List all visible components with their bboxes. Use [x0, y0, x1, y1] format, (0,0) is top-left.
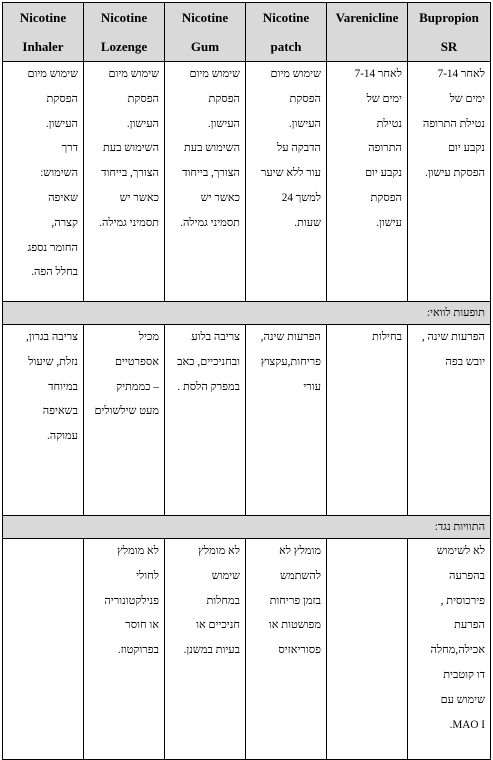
header-row — [3, 3, 491, 62]
cell-line: או חוסר — [125, 619, 159, 632]
cell-line: הפסקת — [208, 92, 240, 105]
cell-line: לחולי — [136, 569, 159, 582]
cell-line: צריבה בלוע — [191, 331, 240, 343]
side-effects-title: תופעות לוואי: — [3, 302, 491, 325]
column-header-line1: Varenicline — [335, 10, 399, 25]
cell-line: שימוש מיום — [108, 68, 159, 80]
cell-line: העישון. — [45, 117, 78, 130]
cell-line: עורי — [303, 380, 321, 393]
cell-line: במיוחד — [48, 380, 78, 393]
contraindications-cell — [165, 539, 246, 760]
cell-line: קצרה, — [51, 216, 78, 229]
column-header — [84, 3, 165, 62]
cell-line: התרופה — [368, 142, 402, 155]
usage-cell — [84, 62, 165, 302]
cell-line: השימוש: — [40, 167, 78, 180]
cell-line: שימוש מיום — [270, 68, 321, 80]
cell-line: נקבע יום — [365, 167, 402, 180]
usage-cell — [165, 62, 246, 302]
cell-line: ובחניכיים, כאב — [177, 355, 240, 368]
side-effects-row — [3, 325, 491, 516]
cell-line: עמוקה. — [46, 430, 78, 443]
cell-line: כאשר יש — [119, 191, 159, 204]
cell-line: פירכוסית , — [440, 594, 485, 607]
cell-line: הצורך, בייחוד — [101, 167, 159, 180]
cell-line: הפרעת — [454, 619, 485, 632]
side-effects-cell — [165, 325, 246, 516]
cell-line: שימוש מיום — [27, 68, 78, 80]
cell-line: יובש בפה — [445, 355, 485, 368]
cell-line: נזלת, שיעול — [28, 355, 78, 368]
cell-line: אכילה,מחלה — [430, 644, 485, 657]
cell-line: השימוש בעת — [183, 142, 240, 155]
cell-line: ימים של — [449, 92, 485, 105]
cell-line: הפסקת — [127, 92, 159, 105]
cell-line: מומלץ לא — [279, 545, 321, 557]
cell-line: בזמן פריחות — [269, 594, 321, 607]
contraindications-section-row — [3, 516, 491, 539]
cell-line: הפרעות שינה, — [260, 331, 321, 343]
cell-line: הדבקה על — [277, 142, 321, 155]
cell-line: בחילות — [372, 331, 402, 343]
cell-line: כאשר יש — [200, 191, 240, 204]
column-header — [165, 3, 246, 62]
column-header-line1: Nicotine — [181, 10, 229, 25]
cell-line: פסוריאזיס — [278, 644, 321, 657]
cell-line: ימים של — [366, 92, 402, 105]
cell-line: דרך — [61, 142, 78, 155]
cell-line: שימוש מיום — [189, 68, 240, 80]
cell-line: למשך 24 — [281, 191, 321, 204]
cell-line: החומר נספג — [27, 241, 78, 254]
cell-line: שימוש — [211, 569, 240, 582]
cell-line: פריחות,עקצוץ — [260, 355, 321, 368]
usage-cell — [327, 62, 408, 302]
side-effects-cell — [3, 325, 84, 516]
cell-line: בפרוקטוז. — [117, 644, 159, 657]
column-header-line2: SR — [440, 39, 458, 54]
document-page — [2, 2, 490, 760]
side-effects-cell — [327, 325, 408, 516]
column-header-line2: Inhaler — [22, 39, 64, 54]
cell-line: הפסקת — [46, 92, 78, 105]
cell-line: חניכיים או — [196, 619, 240, 632]
cell-line: לאחר 7-14 — [354, 68, 402, 80]
cell-line: הפרעות שינה , — [421, 331, 485, 343]
cell-line: פנילקטונוריה — [104, 594, 159, 607]
column-header — [327, 3, 408, 62]
cell-line: במחלות — [206, 594, 240, 607]
side-effects-section-row — [3, 302, 491, 325]
cell-line: במפרק הלסת . — [177, 380, 240, 393]
column-header-line1: Nicotine — [19, 10, 67, 25]
column-header-line2: patch — [270, 39, 302, 54]
cell-line: לא לשימוש — [436, 545, 485, 557]
cell-line: מעט שילשולים — [94, 405, 159, 418]
cell-line: עור ללא שיער — [260, 167, 321, 180]
column-header-line1: Bupropion — [419, 10, 479, 25]
cell-line: העישון. — [288, 117, 321, 130]
column-header-line2: Lozenge — [100, 39, 148, 54]
cell-line: נקבע יום — [448, 142, 485, 155]
cell-line: הפסקת — [370, 191, 402, 204]
cell-line: בשאיפה — [42, 405, 78, 418]
cell-line: הצורך, בייחוד — [182, 167, 240, 180]
contraindications-cell — [84, 539, 165, 760]
cell-line: שאיפה — [48, 191, 78, 204]
side-effects-cell — [84, 325, 165, 516]
cell-line: מכיל — [138, 331, 159, 343]
contraindications-row — [3, 539, 491, 760]
cell-line: לאחר 7-14 — [437, 68, 485, 80]
cell-line: תסמיני גמילה. — [180, 216, 240, 229]
cell-line: השימוש בעת — [102, 142, 159, 155]
cell-line: שעות. — [294, 216, 321, 229]
cell-line: העישון. — [207, 117, 240, 130]
column-header — [408, 3, 491, 62]
cell-line: תסמיני גמילה. — [99, 216, 159, 229]
cell-line: הפסקת — [289, 92, 321, 105]
cell-line: מפושטות או — [268, 619, 321, 632]
contraindications-cell — [327, 539, 408, 760]
usage-cell — [3, 62, 84, 302]
column-header-line2 — [329, 32, 405, 61]
usage-row — [3, 62, 491, 302]
cell-line: דו קוטבית — [443, 668, 485, 681]
cell-line: להשתמש — [280, 569, 321, 582]
smoking-cessation-table — [2, 2, 491, 760]
column-header-line1: Nicotine — [262, 10, 310, 25]
cell-line: בעיות במשנן. — [183, 644, 240, 657]
cell-line: בהפרעה — [449, 569, 485, 582]
cell-line: – כממתיק — [116, 380, 159, 393]
contraindications-cell — [408, 539, 491, 760]
column-header — [246, 3, 327, 62]
side-effects-cell — [408, 325, 491, 516]
cell-line: לא מומלץ — [117, 545, 159, 557]
contraindications-title: התוויות נגד: — [3, 516, 491, 539]
cell-line: עישון. — [376, 216, 402, 229]
cell-line: בחלל הפה. — [31, 266, 78, 279]
cell-line: אספרטיים — [114, 355, 159, 368]
cell-line: צריבה בגרון, — [25, 331, 78, 343]
column-header — [3, 3, 84, 62]
cell-line: נטילת התרופה — [422, 117, 485, 130]
contraindications-cell — [3, 539, 84, 760]
side-effects-cell — [246, 325, 327, 516]
contraindications-cell — [246, 539, 327, 760]
cell-line: הפסקת עישון. — [425, 167, 485, 180]
usage-cell — [246, 62, 327, 302]
column-header-line1: Nicotine — [100, 10, 148, 25]
cell-line: נטילת — [376, 117, 402, 130]
usage-cell — [408, 62, 491, 302]
cell-line: העישון. — [126, 117, 159, 130]
cell-line: לא מומלץ — [198, 545, 240, 557]
cell-line: MAO I. — [449, 718, 485, 731]
column-header-line2: Gum — [190, 39, 220, 54]
cell-line: שימוש עם — [440, 693, 485, 706]
